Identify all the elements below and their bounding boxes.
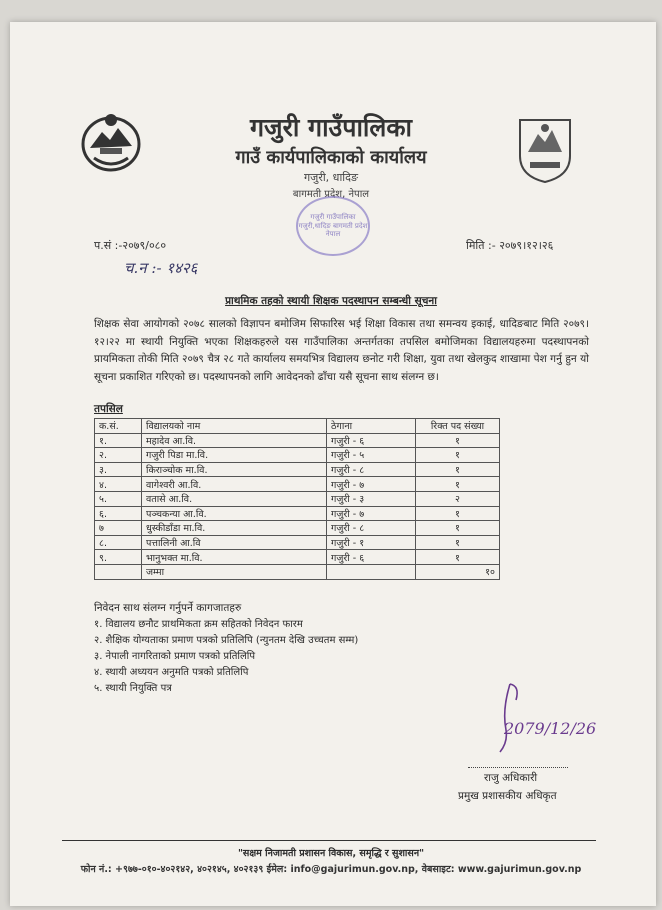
serial-cell: ६.: [95, 506, 142, 521]
footer-divider: [62, 840, 596, 841]
table-row: [95, 462, 500, 477]
notice-subject: प्राथमिक तहको स्थायी शिक्षक पदस्थापन सम्बन्धी सूचना: [225, 295, 437, 307]
school-cell: भानुभक्त मा.वि.: [142, 550, 327, 565]
address-cell: गजुरी - ८: [327, 521, 416, 536]
signer-name: राजु अधिकारी: [484, 772, 538, 784]
list-item: १. विद्यालय छनौट प्राथमिकता क्रम सहितको निवेदन फारम: [94, 619, 303, 630]
school-cell: वतासे आ.वि.: [142, 491, 327, 506]
vacancy-cell: २: [416, 491, 500, 506]
vacancy-table: [94, 418, 500, 580]
serial-cell: ३.: [95, 462, 142, 477]
address-cell: गजुरी - ८: [327, 462, 416, 477]
documents-list: [94, 617, 358, 697]
table-total-row: [95, 564, 500, 579]
municipality-title: गजुरी गाउँपालिका: [249, 113, 413, 142]
table-row: [95, 535, 500, 550]
table-row: [95, 448, 500, 463]
vacancy-cell: १: [416, 550, 500, 565]
table-row: [95, 506, 500, 521]
table-row: [95, 491, 500, 506]
total-label: जम्मा: [142, 564, 327, 579]
list-item: २. शैक्षिक योग्यताका प्रमाण पत्रको प्रतिलिपि (न्युनतम देखि उच्चतम सम्म): [94, 635, 359, 646]
footer-contact: फोन नं.: +९७७-०१०-४०२१४२, ४०२१४५, ४०२१३९ ईमेल: info@gajurimun.gov.np, वेबसाइट: www.gajurimun.gov.np: [80, 864, 582, 875]
vacancy-cell: १: [416, 477, 500, 492]
office-title: गाउँ कार्यपालिकाको कार्यालय: [235, 147, 427, 168]
address-cell: गजुरी - ७: [327, 506, 416, 521]
vacancy-cell: १: [416, 535, 500, 550]
handwritten-signature: [480, 680, 597, 760]
col-address: ठेगाना: [327, 419, 416, 434]
list-item: ३. नेपाली नागरिताको प्रमाण पत्रको प्रतिलिपि: [94, 651, 256, 662]
documents-title: निवेदन साथ संलग्न गर्नुपर्ने कागजातहरु: [94, 602, 242, 614]
school-cell: पत्तालिनी आ.वि: [142, 535, 327, 550]
school-cell: गजुरी पिडा मा.वि.: [142, 448, 327, 463]
municipality-seal-icon: [514, 112, 576, 184]
school-cell: धुस्कीडाँडा मा.वि.: [142, 521, 327, 536]
total-value: १०: [416, 564, 500, 579]
office-location: गजुरी, धादिङ: [303, 171, 358, 184]
address-cell: गजुरी - ५: [327, 448, 416, 463]
address-cell: गजुरी - ६: [327, 433, 416, 448]
col-vacancy: रिक्त पद संख्या: [416, 419, 500, 434]
serial-cell: २.: [95, 448, 142, 463]
table-row: [95, 521, 500, 536]
serial-cell: ९.: [95, 550, 142, 565]
col-serial: क.सं.: [95, 419, 142, 434]
dispatch-number: च.न :- १४२६: [124, 259, 198, 277]
serial-cell: ७: [95, 521, 142, 536]
vacancy-cell: १: [416, 506, 500, 521]
address-cell: गजुरी - ७: [327, 477, 416, 492]
province-line: बागमती प्रदेश, नेपाल: [292, 189, 370, 200]
office-stamp: गजुरी गाउँपालिका गजुरी,धादिङ बागमती प्रदेश नेपाल: [296, 196, 370, 256]
signature-line: [468, 767, 568, 768]
signer-designation: प्रमुख प्रशासकीय अधिकृत: [458, 790, 557, 802]
notice-body: शिक्षक सेवा आयोगको २०७८ सालको विज्ञापन बमोजिम सिफारिस भई शिक्षा विकास तथा समन्वय इकाई, धादिङबाट मिति २०७९।१२।२२ मा स्थायी नियुक्ति भएका शिक्षकहरुले यस गाउँपालिका अन्तर्गतका तपसिल बमोजिमका विद्यालयहरुमा पदस्थापनको प्रायमिकता तोकी मिति २०७९ चैत्र २८ गते कार्यालय समयभित्र विद्यालय छनोट गरी शिक्षा, युवा तथा खेलकुद शाखामा पेश गर्नु हुन यो सूचना प्रकाशित गरिएको छ। पदस्थापनको लागि आवेदनको ढाँचा यसै सूचना साथ संलग्न छ।: [94, 318, 589, 383]
school-cell: किराञ्चोक मा.वि.: [142, 462, 327, 477]
signature-date: 2079/12/26: [504, 719, 597, 738]
list-item: ५. स्थायी नियुक्ति पत्र: [94, 683, 172, 694]
address-cell: गजुरी - १: [327, 535, 416, 550]
table-row: [95, 477, 500, 492]
school-cell: वागेश्वरी आ.वि.: [142, 477, 327, 492]
address-cell: गजुरी - ३: [327, 491, 416, 506]
table-row: [95, 550, 500, 565]
footer-motto: "सक्षम निजामती प्रशासन विकास, समृद्धि र सुशासन": [237, 848, 425, 859]
address-cell: गजुरी - ६: [327, 550, 416, 565]
school-cell: महादेव आ.वि.: [142, 433, 327, 448]
vacancy-cell: १: [416, 462, 500, 477]
letter-date: मिति :- २०७९।१२।२६: [466, 239, 554, 252]
vacancy-cell: १: [416, 521, 500, 536]
serial-cell: ८.: [95, 535, 142, 550]
serial-cell: ४.: [95, 477, 142, 492]
col-school: विद्यालयको नाम: [142, 419, 327, 434]
table-row: [95, 433, 500, 448]
school-cell: पञ्चकन्या आ.वि.: [142, 506, 327, 521]
vacancy-cell: १: [416, 448, 500, 463]
list-item: ४. स्थायी अध्ययन अनुमति पत्रको प्रतिलिपि: [94, 667, 249, 678]
serial-cell: ५.: [95, 491, 142, 506]
letter-number: प.सं :-२०७९/०८०: [94, 239, 167, 252]
serial-cell: १.: [95, 433, 142, 448]
schedule-label: तपसिल: [94, 403, 123, 415]
vacancy-cell: १: [416, 433, 500, 448]
table-header-row: [95, 419, 500, 434]
